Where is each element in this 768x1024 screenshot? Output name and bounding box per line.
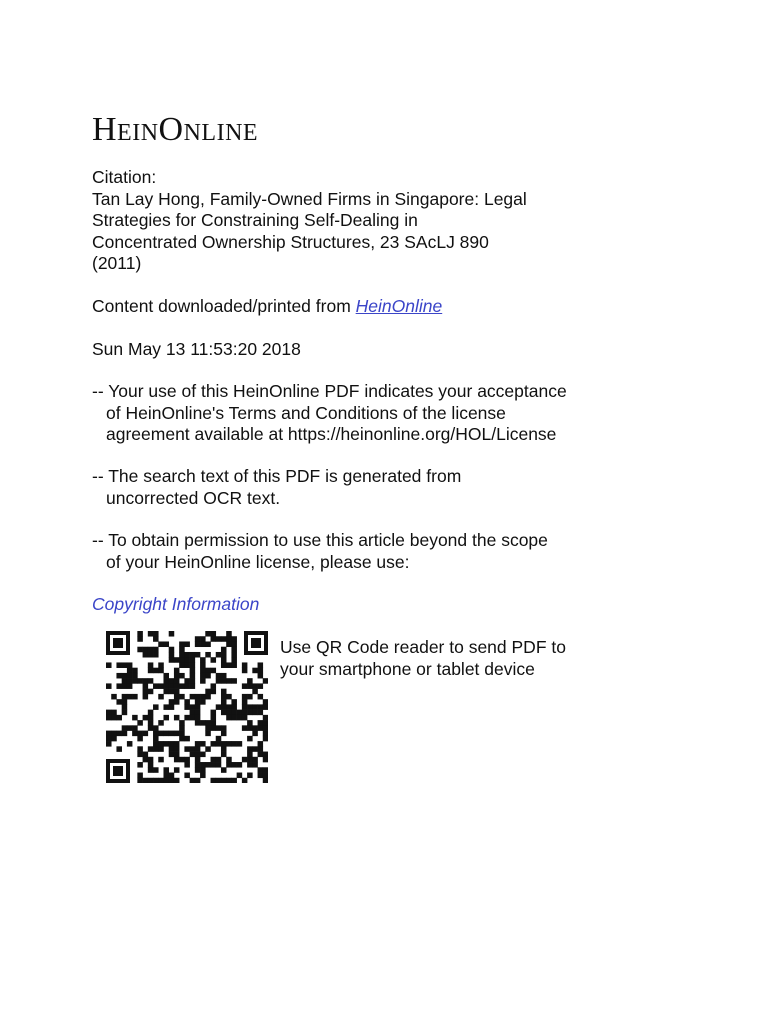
qr-caption-line: your smartphone or tablet device <box>280 658 535 679</box>
download-prefix: Content downloaded/printed from <box>92 296 356 316</box>
timestamp: Sun May 13 11:53:20 2018 <box>92 339 301 359</box>
heinonline-logo: HeinOnline <box>92 111 259 148</box>
citation-label: Citation: <box>92 167 157 187</box>
notice-line: -- Your use of this HeinOnline PDF indicates your acceptance <box>92 381 567 401</box>
download-line <box>92 296 712 318</box>
copyright-information-link[interactable]: Copyright Information <box>92 594 260 614</box>
notice-line: of HeinOnline's Terms and Conditions of the license <box>106 402 506 423</box>
citation-line: Strategies for Constraining Self-Dealing in <box>92 210 418 230</box>
notice-line: agreement available at https://heinonline.org/HOL/License <box>106 424 557 444</box>
citation-line: Tan Lay Hong, Family-Owned Firms in Singapore: Legal <box>92 188 527 209</box>
citation-block <box>92 167 712 275</box>
qr-caption-line: Use QR Code reader to send PDF to <box>280 637 566 657</box>
notice-permission <box>92 530 712 573</box>
copyright-block <box>92 594 712 616</box>
heinonline-link[interactable]: HeinOnline <box>355 296 443 316</box>
notice-line: uncorrected OCR text. <box>106 487 281 508</box>
notice-line: -- The search text of this PDF is generated from <box>92 466 462 486</box>
qr-code-icon <box>106 631 268 783</box>
notice-line: of your HeinOnline license, please use: <box>106 551 410 572</box>
qr-caption <box>280 637 566 680</box>
citation-line: Concentrated Ownership Structures, 23 SAcLJ 890 <box>92 231 489 252</box>
notice-line: -- To obtain permission to use this article beyond the scope <box>92 530 548 550</box>
notice-terms <box>92 381 712 446</box>
notice-ocr <box>92 466 712 509</box>
citation-line: (2011) <box>92 253 142 273</box>
